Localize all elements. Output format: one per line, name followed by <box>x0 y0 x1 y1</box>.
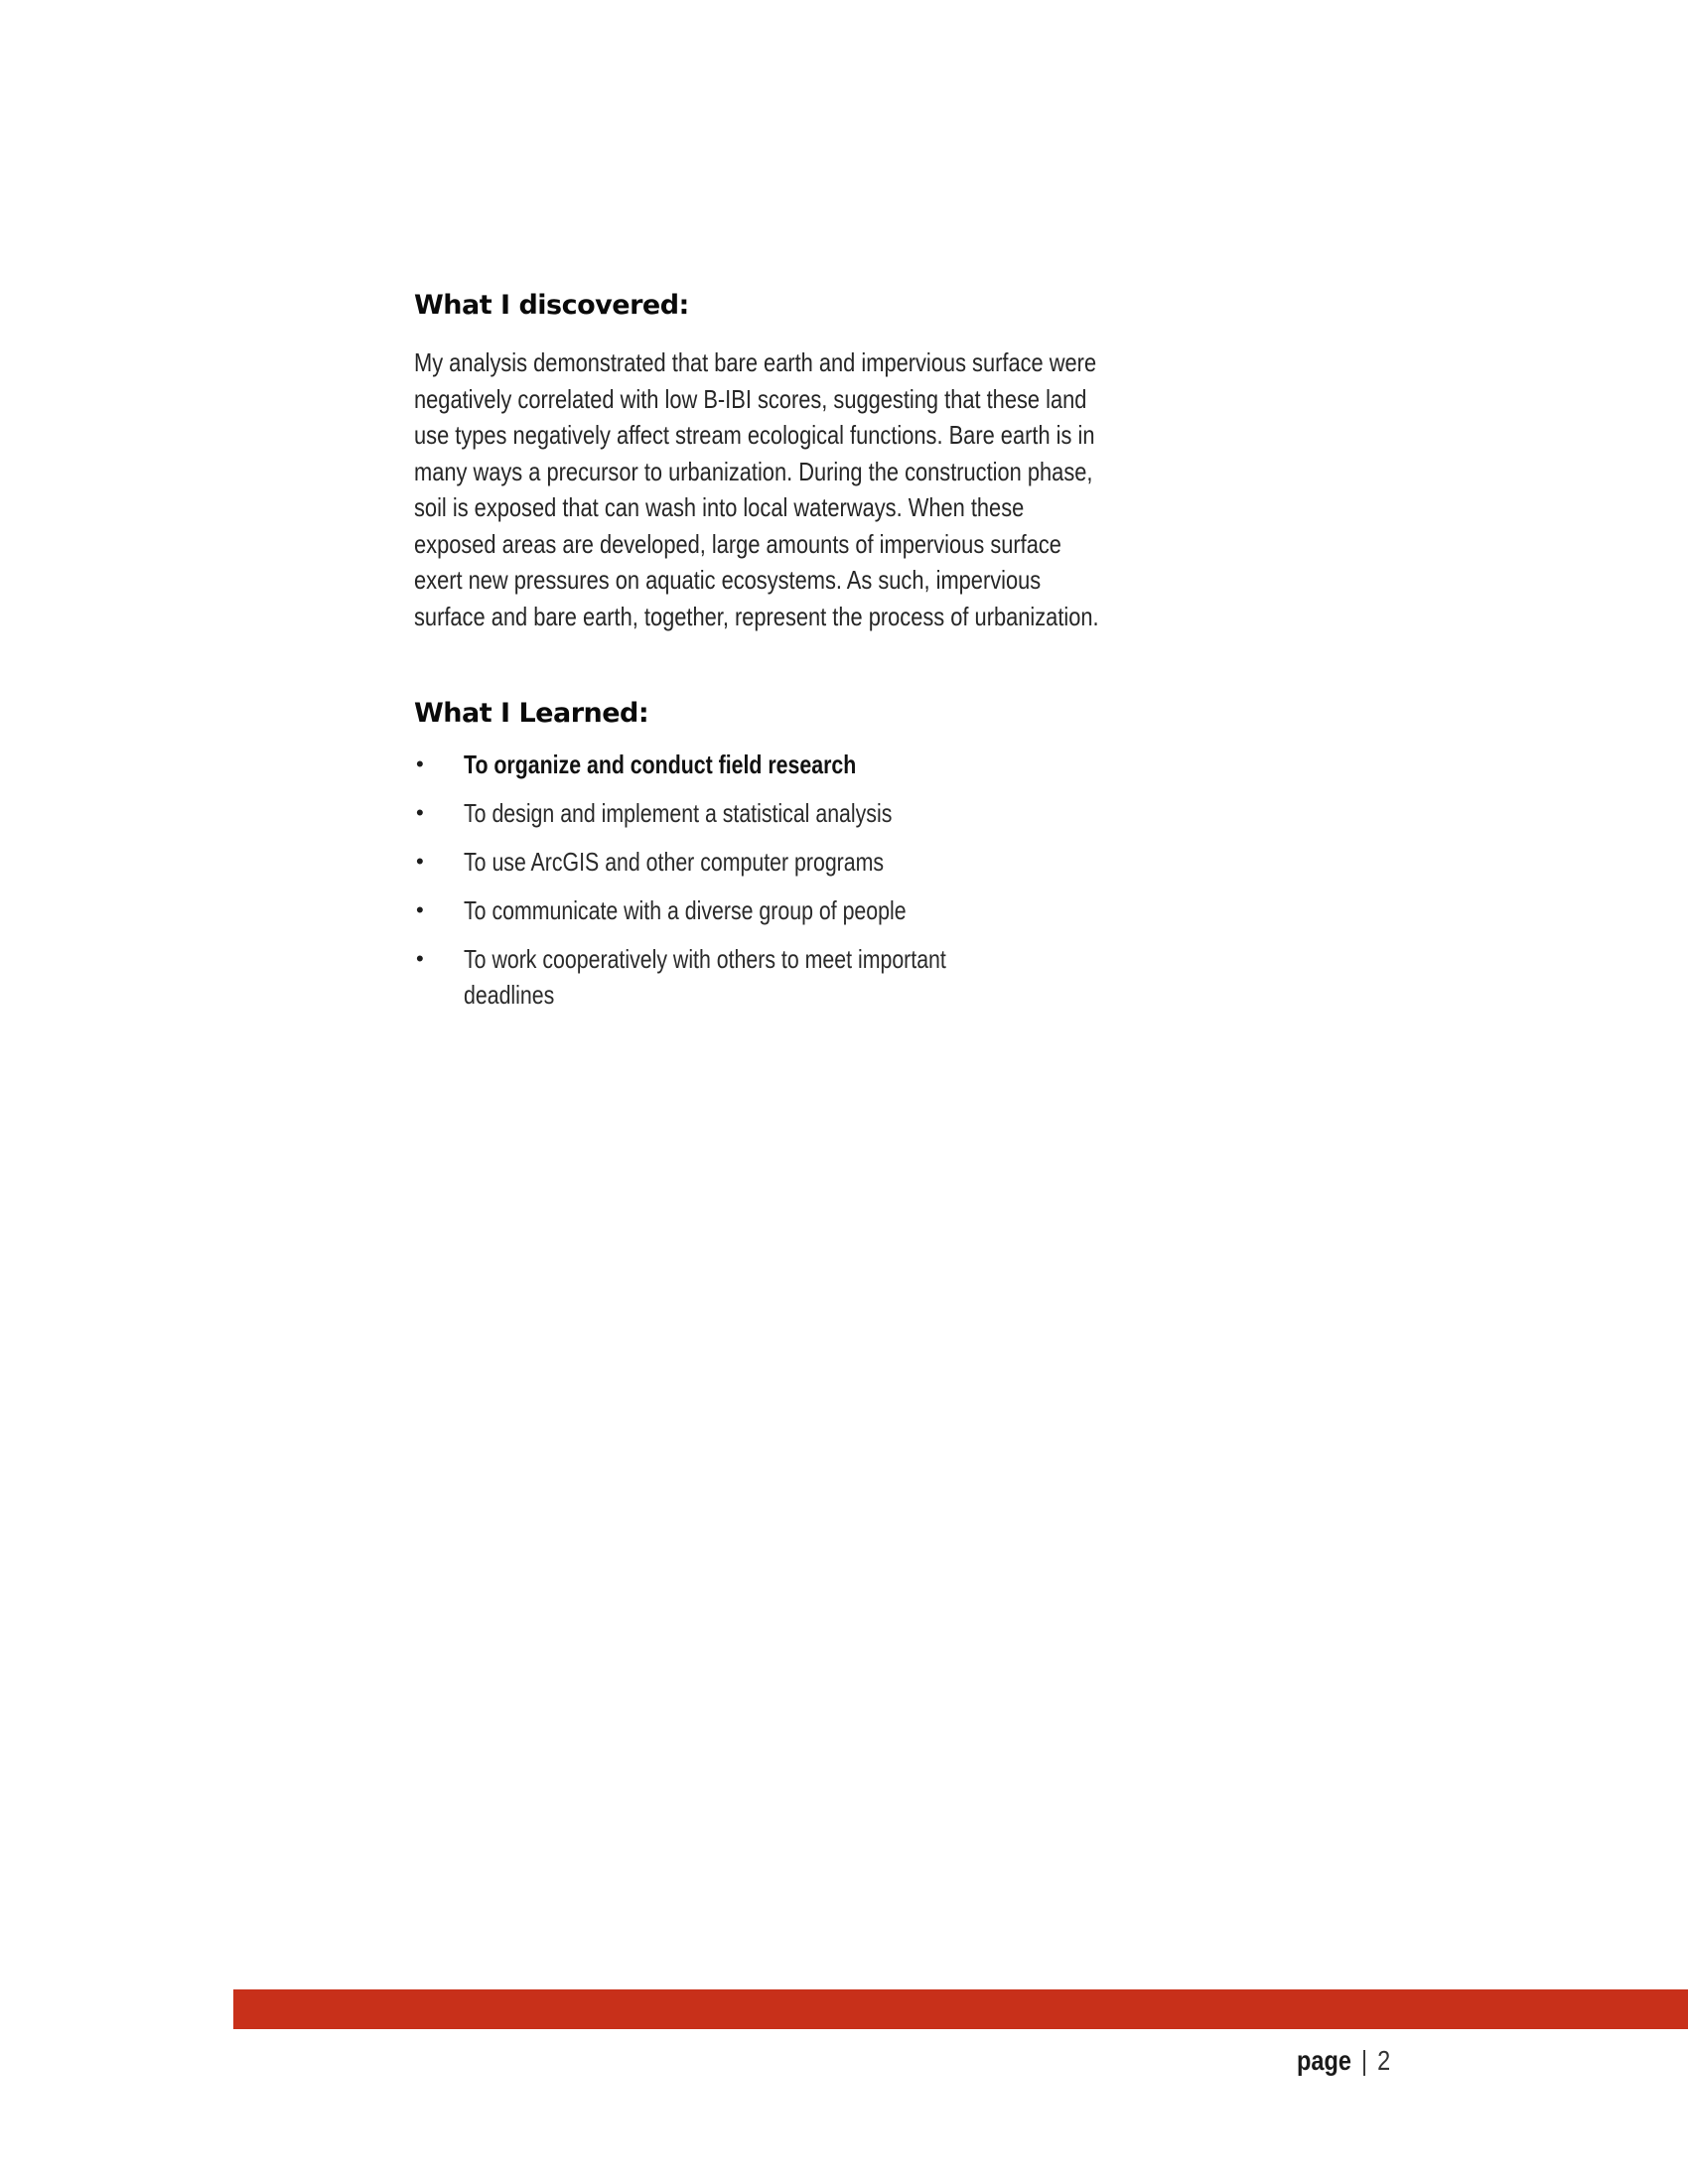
page-footer <box>1297 2043 1390 2079</box>
list-item-text: To organize and conduct field research <box>464 750 857 779</box>
bullet-icon: • <box>416 751 424 776</box>
section-heading-learned: What I Learned: <box>414 698 649 729</box>
footer-accent-band <box>233 1989 1688 2029</box>
learned-list <box>414 747 1109 1013</box>
page-separator: | <box>1360 2045 1368 2076</box>
page-number: 2 <box>1377 2045 1391 2076</box>
section-heading-discovered: What I discovered: <box>414 290 689 321</box>
list-item-text: To design and implement a statistical analysis <box>464 798 893 828</box>
list-item-text: To communicate with a diverse group of people <box>464 895 907 925</box>
list-item <box>414 795 1109 831</box>
main-content <box>414 290 1109 1025</box>
bullet-icon: • <box>416 849 424 874</box>
discovered-paragraph: My analysis demonstrated that bare earth and impervious surface were negatively correlated with low B-IBI scores, suggesting that these land use types negatively affect stream ecological functions. Bare earth is in many ways a precursor to urbanization. During the construction phase, soil is exposed that can wash into local waterways. When these exposed areas are developed, large amounts of impervious surface exert new pressures on aquatic ecosystems. As such, impervious surface and bare earth, together, represent the process of urbanization. <box>414 347 1099 631</box>
list-item-text: To work cooperatively with others to meet important deadlines <box>464 944 946 1010</box>
list-item-text: To use ArcGIS and other computer programs <box>464 847 885 877</box>
list-item <box>414 892 1109 928</box>
list-item <box>414 844 1109 880</box>
bullet-icon: • <box>416 897 424 922</box>
bullet-icon: • <box>416 800 424 825</box>
list-item <box>414 941 1109 1013</box>
page-label: page <box>1297 2045 1351 2076</box>
list-item <box>414 747 1109 782</box>
bullet-icon: • <box>416 946 424 971</box>
